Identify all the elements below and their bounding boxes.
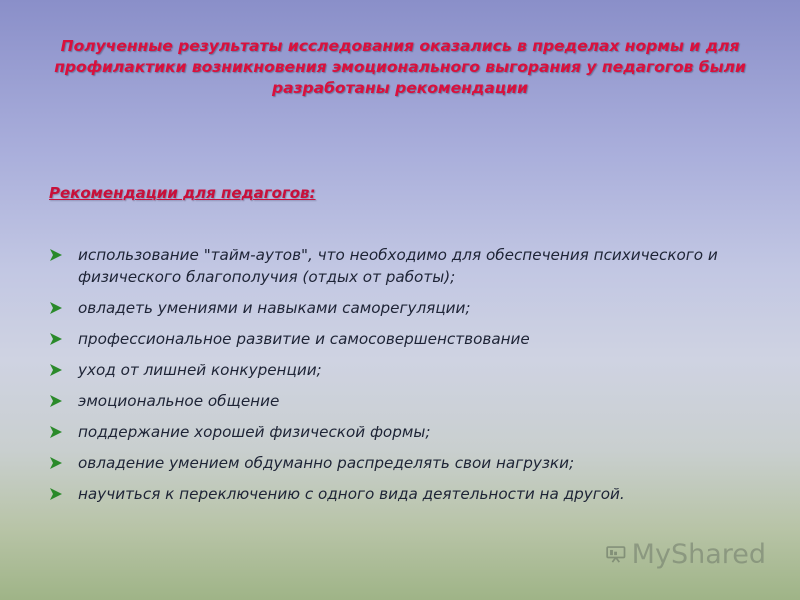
list-item (49, 483, 769, 505)
list-item-text: научиться к переключению с одного вида деятельности на другой. (78, 485, 625, 503)
arrow-bullet-icon (49, 487, 63, 501)
arrow-bullet-icon (49, 425, 63, 439)
list-item-text: использование "тайм-аутов", что необходимо для обеспечения психического и физического благополучия (отдых от работы); (78, 246, 718, 286)
list-item-text: овладеть умениями и навыками саморегуляции; (78, 299, 471, 317)
list-item (49, 421, 769, 443)
list-item (49, 390, 769, 412)
list-item-text: профессиональное развитие и самосовершенствование (78, 330, 530, 348)
list-item (49, 359, 769, 381)
slide-title: Полученные результаты исследования оказались в пределах нормы и для профилактики возникновения эмоционального выгорания у педагогов были разработаны рекомендации (54, 37, 746, 97)
list-item-text: эмоциональное общение (78, 392, 280, 410)
arrow-bullet-icon (49, 394, 63, 408)
myshared-logo (606, 536, 766, 572)
list-item (49, 452, 769, 474)
list-item-text: поддержание хорошей физической формы; (78, 423, 431, 441)
list-item-text: овладение умением обдуманно распределять свои нагрузки; (78, 454, 575, 472)
list-item (49, 328, 769, 350)
arrow-bullet-icon (49, 301, 63, 315)
list-item (49, 297, 769, 319)
recommendations-heading: Рекомендации для педагогов: (49, 184, 316, 202)
arrow-bullet-icon (49, 456, 63, 470)
logo-text: MyShared (631, 538, 766, 570)
list-item-text: уход от лишней конкуренции; (78, 361, 322, 379)
presentation-board-icon (606, 539, 626, 569)
arrow-bullet-icon (49, 332, 63, 346)
arrow-bullet-icon (49, 248, 63, 262)
list-item (49, 244, 769, 288)
arrow-bullet-icon (49, 363, 63, 377)
recommendations-list (49, 244, 769, 514)
